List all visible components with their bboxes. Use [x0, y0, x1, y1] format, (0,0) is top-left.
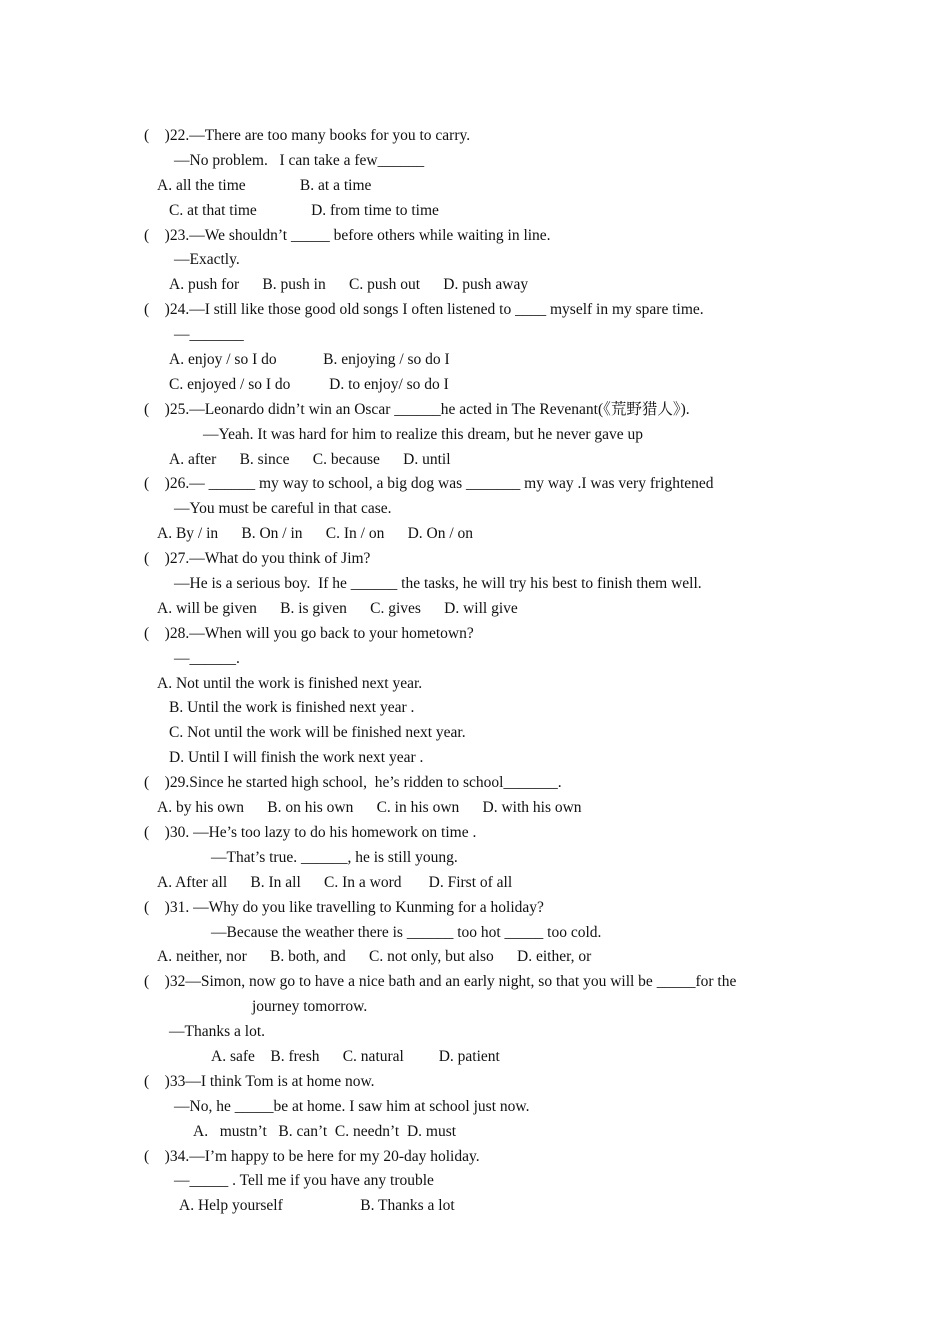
text-line: A. push for B. push in C. push out D. push away [169, 276, 529, 294]
text-line: —No, he _____be at home. I saw him at school just now. [174, 1097, 530, 1115]
text-line: ( )29.Since he started high school, he’s ridden to school_______. [144, 774, 562, 792]
text-line: A. all the time B. at a time [157, 176, 372, 194]
text-line: A. By / in B. On / in C. In / on D. On / on [157, 525, 474, 543]
text-line: —You must be careful in that case. [174, 500, 392, 518]
text-line: A. enjoy / so I do B. enjoying / so do I [169, 351, 450, 369]
text-line: B. Until the work is finished next year . [169, 699, 415, 717]
text-line: —No problem. I can take a few______ [174, 151, 425, 169]
text-line: journey tomorrow. [252, 998, 368, 1016]
text-line: —That’s true. ______, he is still young. [211, 848, 458, 866]
text-line: ( )24.—I still like those good old songs I often listened to ____ myself in my spare time. [144, 301, 704, 319]
text-line: ( )32—Simon, now go to have a nice bath and an early night, so that you will be _____for the [144, 973, 737, 991]
text-line: A. by his own B. on his own C. in his own D. with his own [157, 799, 582, 817]
text-line: ( )25.—Leonardo didn’t win an Oscar ______he acted in The Revenant(《荒野猎人》). [144, 400, 690, 418]
text-line: A. Help yourself B. Thanks a lot [179, 1197, 455, 1215]
text-line: —_____ . Tell me if you have any trouble [174, 1172, 434, 1190]
text-line: A. will be given B. is given C. gives D. will give [157, 599, 518, 617]
text-line: A. neither, nor B. both, and C. not only, but also D. either, or [157, 948, 592, 966]
text-line: A. After all B. In all C. In a word D. First of all [157, 873, 513, 891]
text-line: —He is a serious boy. If he ______ the tasks, he will try his best to finish them well. [174, 575, 702, 593]
text-line: ( )23.—We shouldn’t _____ before others while waiting in line. [144, 226, 551, 244]
text-line: C. enjoyed / so I do D. to enjoy/ so do I [169, 375, 449, 393]
text-line: ( )27.—What do you think of Jim? [144, 550, 371, 568]
text-line: —Thanks a lot. [169, 1023, 265, 1041]
text-line: ( )30. —He’s too lazy to do his homework on time . [144, 823, 477, 841]
text-line: —Because the weather there is ______ too hot _____ too cold. [211, 923, 602, 941]
text-line: D. Until I will finish the work next year . [169, 749, 424, 767]
text-line: ( )31. —Why do you like travelling to Kunming for a holiday? [144, 898, 544, 916]
text-line: ( )22.—There are too many books for you to carry. [144, 127, 471, 144]
text-line: A. safe B. fresh C. natural D. patient [211, 1047, 500, 1065]
text-line: ( )34.—I’m happy to be here for my 20-day holiday. [144, 1147, 480, 1165]
text-line: —______. [174, 649, 240, 667]
exam-page [0, 124, 950, 1219]
text-line: —_______ [174, 326, 244, 344]
text-line: ( )26.— ______ my way to school, a big dog was _______ my way .I was very frightened [144, 475, 714, 493]
text-line: —Yeah. It was hard for him to realize this dream, but he never gave up [203, 425, 644, 443]
text-line: A. mustn’t B. can’t C. needn’t D. must [193, 1122, 457, 1140]
text-line: C. at that time D. from time to time [169, 201, 439, 219]
text-line: ( )28.—When will you go back to your hometown? [144, 624, 474, 642]
text-line: C. Not until the work will be finished next year. [169, 724, 466, 742]
text-line: A. after B. since C. because D. until [169, 450, 451, 468]
text-line: A. Not until the work is finished next year. [157, 674, 423, 692]
text-line: ( )33—I think Tom is at home now. [144, 1072, 375, 1090]
text-line: —Exactly. [174, 251, 240, 269]
